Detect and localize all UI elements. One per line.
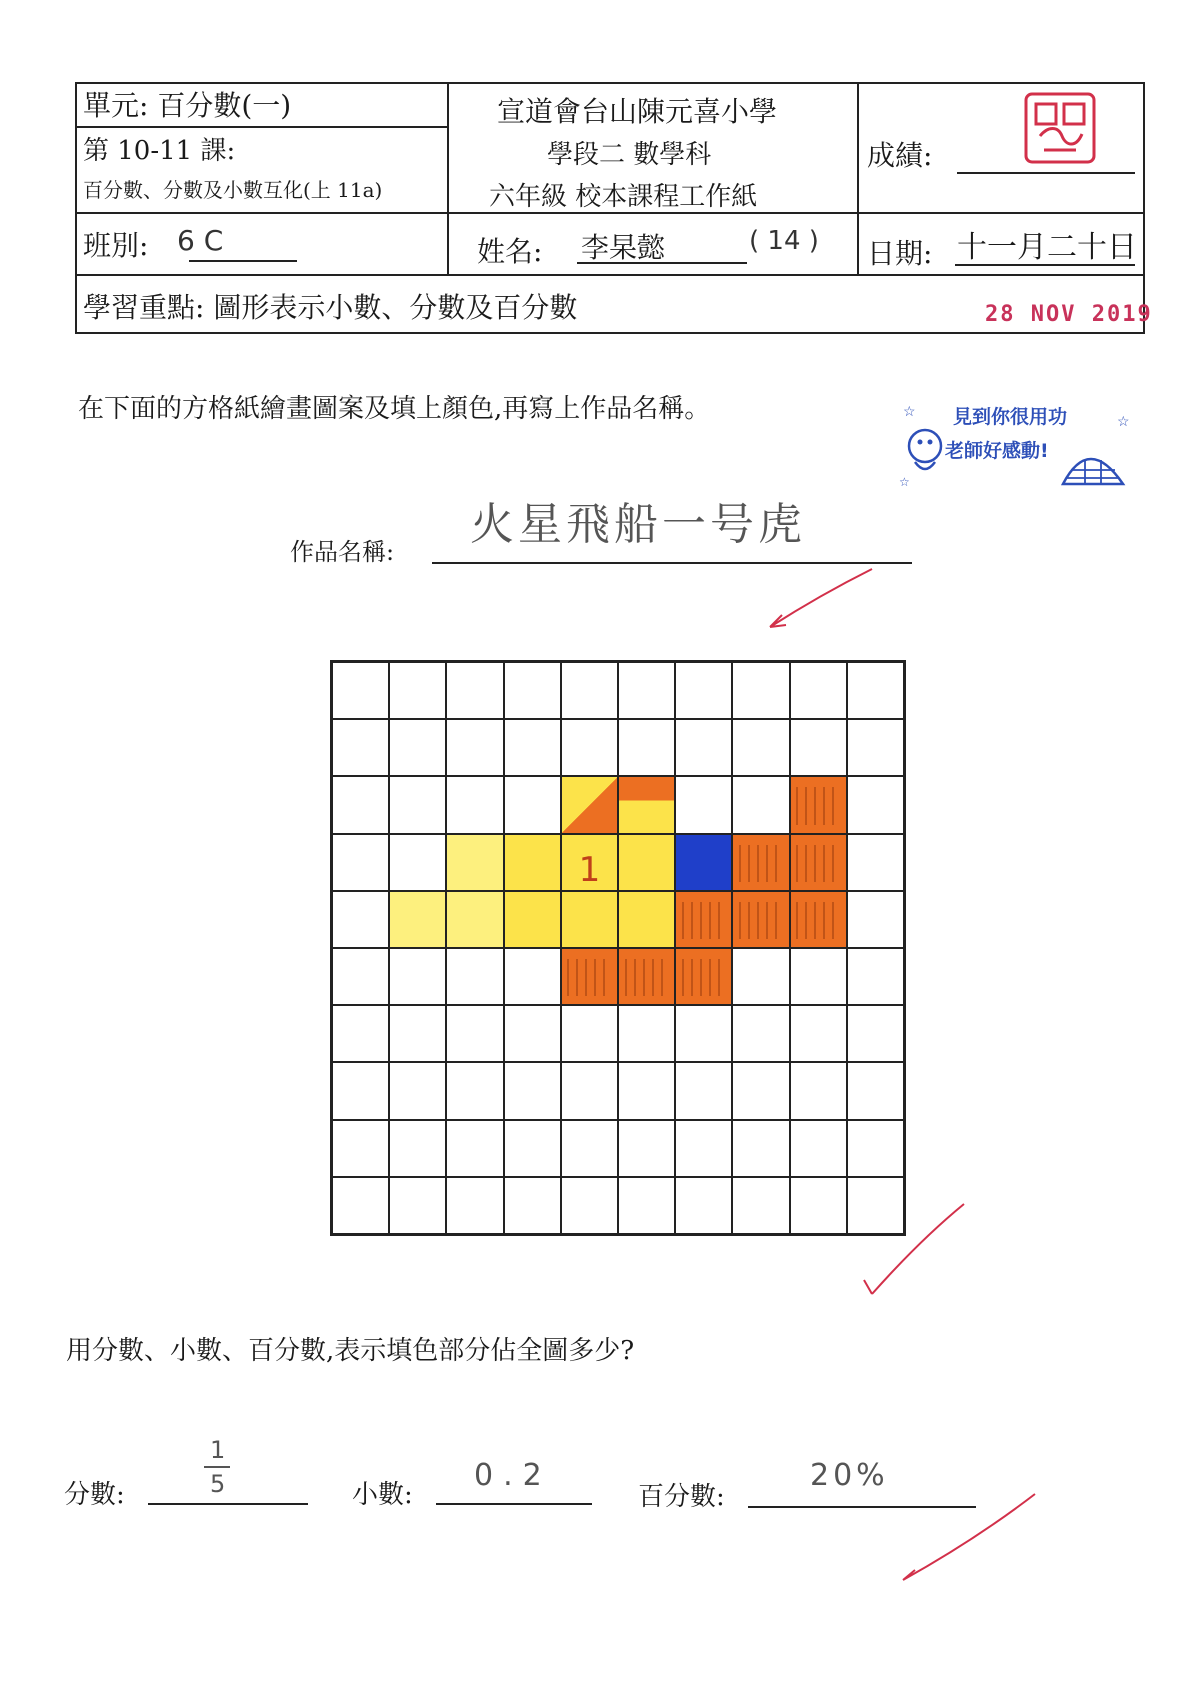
grid-cell xyxy=(561,719,618,776)
grid-cell xyxy=(561,1005,618,1062)
grid-cell xyxy=(732,1005,789,1062)
grid-cell xyxy=(790,1177,847,1234)
percent-answer: 20% xyxy=(810,1458,889,1493)
decimal-answer-line xyxy=(436,1503,592,1505)
unit-label: 單元: 百分數(一) xyxy=(83,89,292,122)
grid-cell-filled xyxy=(618,948,675,1005)
grid-cell-filled xyxy=(790,834,847,891)
instruction-text: 在下面的方格紙繪畫圖案及填上顏色,再寫上作品名稱。 xyxy=(78,394,711,424)
svg-text:☆: ☆ xyxy=(1117,414,1130,430)
grid-cell xyxy=(332,1120,389,1177)
grid-cell xyxy=(675,1177,732,1234)
percent-label: 百分數: xyxy=(638,1482,725,1512)
date-label: 日期: xyxy=(867,237,933,270)
grid-cell xyxy=(732,1062,789,1119)
date-line xyxy=(955,264,1135,266)
lesson-topic: 百分數、分數及小數互化(上 11a) xyxy=(83,178,383,202)
grid-cell xyxy=(332,662,389,719)
question-text: 用分數、小數、百分數,表示填色部分佔全圖多少? xyxy=(66,1336,635,1366)
grid-cell xyxy=(618,719,675,776)
grade-line xyxy=(957,172,1135,174)
date-value: 十一月二十日 xyxy=(957,230,1137,265)
grid-cell xyxy=(675,1120,732,1177)
grid-cell xyxy=(504,719,561,776)
divider xyxy=(77,126,447,128)
grid-cell-filled xyxy=(675,948,732,1005)
grid-cell xyxy=(332,834,389,891)
artwork-title-line xyxy=(432,562,912,564)
name-line xyxy=(577,262,747,264)
grid-cell xyxy=(332,948,389,1005)
class-value: 6 C xyxy=(177,224,224,257)
teacher-seal-icon xyxy=(1022,90,1098,166)
date-stamp: 28 NOV 2019 xyxy=(985,302,1153,327)
decimal-label: 小數: xyxy=(352,1480,413,1510)
student-number: ( 14 ) xyxy=(749,226,819,256)
grid-cell xyxy=(847,948,904,1005)
grid-cell xyxy=(446,1005,503,1062)
grid-cell xyxy=(732,1120,789,1177)
grid-cell xyxy=(446,1177,503,1234)
grid-cell-filled xyxy=(732,891,789,948)
grid-cell xyxy=(561,1062,618,1119)
grid-cell-filled xyxy=(732,834,789,891)
grid-cell xyxy=(389,1177,446,1234)
grid-cell xyxy=(389,1120,446,1177)
grid-cell xyxy=(618,662,675,719)
praise-stamp xyxy=(895,402,1135,498)
grid-cell xyxy=(790,1062,847,1119)
grid-cell-filled xyxy=(618,834,675,891)
grid-cell xyxy=(561,1177,618,1234)
grid-cell-filled xyxy=(389,891,446,948)
grid-cell xyxy=(675,719,732,776)
fraction-label: 分數: xyxy=(64,1480,125,1510)
grid-cell xyxy=(332,776,389,833)
grid-cell xyxy=(675,662,732,719)
grid-cell xyxy=(332,719,389,776)
grid-cell xyxy=(732,719,789,776)
grade-label: 成績: xyxy=(867,139,933,172)
boat-number-label: 1 xyxy=(578,849,601,890)
grid-cell xyxy=(504,1177,561,1234)
praise-line-2: 老師好感動! xyxy=(945,440,1049,462)
check-mark-icon xyxy=(895,1490,1045,1590)
grid-cell xyxy=(847,662,904,719)
worksheet-label: 六年級 校本課程工作紙 xyxy=(489,182,758,212)
class-line xyxy=(189,260,297,262)
svg-text:☆: ☆ xyxy=(903,404,916,420)
name-label: 姓名: xyxy=(477,235,543,268)
fraction-denominator: 5 xyxy=(210,1470,226,1498)
grid-cell-filled xyxy=(790,891,847,948)
name-value: 李杲懿 xyxy=(581,231,666,264)
grid-cell xyxy=(732,948,789,1005)
divider xyxy=(857,84,859,276)
subject-label: 學段二 數學科 xyxy=(547,140,712,170)
grid-cell-filled xyxy=(446,891,503,948)
grid-cell xyxy=(446,662,503,719)
grid-cell xyxy=(389,776,446,833)
grid-cell xyxy=(504,662,561,719)
grid-cell xyxy=(847,719,904,776)
grid-cell xyxy=(446,719,503,776)
grid-cell-filled xyxy=(446,834,503,891)
grid-cell xyxy=(504,1005,561,1062)
grid-cell-filled xyxy=(790,776,847,833)
grid-cell-filled xyxy=(504,891,561,948)
grid-cell-filled xyxy=(561,891,618,948)
square-grid xyxy=(330,660,906,1236)
grid-cell xyxy=(389,1005,446,1062)
grid-cell xyxy=(790,662,847,719)
grid-cell xyxy=(332,891,389,948)
fraction-numerator: 1 xyxy=(210,1436,226,1464)
grid-cell xyxy=(389,719,446,776)
grid-cell xyxy=(732,1177,789,1234)
grid-cell xyxy=(504,1062,561,1119)
grid-cell-filled xyxy=(675,891,732,948)
divider xyxy=(77,274,1143,276)
grid-cell xyxy=(561,662,618,719)
grid-cell xyxy=(790,1120,847,1177)
grid-cell xyxy=(446,1120,503,1177)
grid-cell xyxy=(847,834,904,891)
grid-cell-filled xyxy=(504,834,561,891)
grid-cell xyxy=(504,948,561,1005)
grid-cell-filled xyxy=(561,776,618,833)
grid-cell xyxy=(332,1062,389,1119)
grid-cell-filled xyxy=(618,891,675,948)
grid-cell xyxy=(732,776,789,833)
grid-cell-filled xyxy=(561,834,618,891)
check-mark-icon xyxy=(860,1200,970,1300)
grid-cell xyxy=(389,948,446,1005)
grid-cell xyxy=(332,1005,389,1062)
grid-cell xyxy=(618,1177,675,1234)
fraction-bar xyxy=(204,1466,230,1468)
grid-cell xyxy=(561,1120,618,1177)
grid-cell xyxy=(675,776,732,833)
grid-cell xyxy=(675,1062,732,1119)
grid-cell xyxy=(847,1005,904,1062)
praise-line-1: 見到你很用功 xyxy=(953,406,1068,428)
fraction-answer-line xyxy=(148,1503,308,1505)
lesson-label: 第 10-11 課: xyxy=(83,136,236,166)
grid-cell xyxy=(389,662,446,719)
grid-cell xyxy=(332,1177,389,1234)
grid-cell xyxy=(446,1062,503,1119)
grid-cell xyxy=(618,1120,675,1177)
grid-cell xyxy=(618,1005,675,1062)
grid-cell xyxy=(504,776,561,833)
grid-cell xyxy=(504,1120,561,1177)
grid-cell xyxy=(446,776,503,833)
svg-text:☆: ☆ xyxy=(899,475,910,489)
grid-cell xyxy=(732,662,789,719)
grid-cell xyxy=(675,1005,732,1062)
grid-cell xyxy=(847,891,904,948)
decimal-answer: 0.2 xyxy=(474,1458,552,1493)
artwork-title-value: 火星飛船一号虎 xyxy=(470,499,806,550)
divider xyxy=(447,84,449,276)
artwork-title-label: 作品名稱: xyxy=(290,538,395,566)
grid-cell xyxy=(790,1005,847,1062)
learning-focus: 學習重點: 圖形表示小數、分數及百分數 xyxy=(83,291,578,324)
grid-cell xyxy=(790,719,847,776)
grid-cell xyxy=(446,948,503,1005)
grid-cell xyxy=(847,1062,904,1119)
grid-cell xyxy=(790,948,847,1005)
class-label: 班別: xyxy=(83,229,149,262)
grid-cell-filled xyxy=(675,834,732,891)
grid-cell xyxy=(389,834,446,891)
grid-cell xyxy=(389,1062,446,1119)
school-name: 宣道會台山陳元喜小學 xyxy=(497,95,778,128)
grid-cell xyxy=(847,776,904,833)
grid-cell-filled xyxy=(618,776,675,833)
grid-cell-filled xyxy=(561,948,618,1005)
grid-cell xyxy=(847,1120,904,1177)
grid-cell xyxy=(618,1062,675,1119)
header-table xyxy=(75,82,1145,334)
check-mark-icon xyxy=(760,565,880,635)
